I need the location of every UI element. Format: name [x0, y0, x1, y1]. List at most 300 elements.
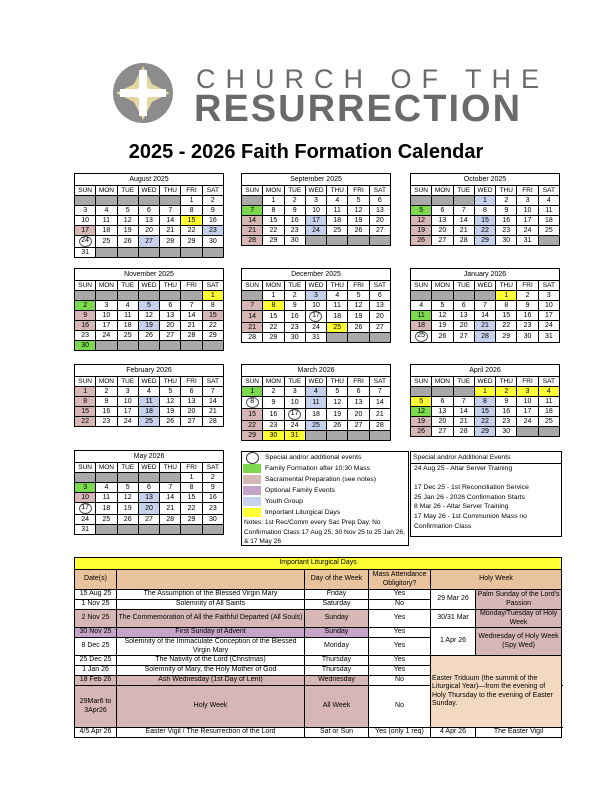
easter-triduum-note: Easter Triduum (the summit of the Liturgical Year)—from the evening of Holy Thursday to the evening of Easter Sunday.: [431, 656, 562, 728]
weekday-header: FRI: [181, 463, 202, 473]
month-calendar: [74, 268, 224, 351]
day-cell: 20: [160, 321, 181, 331]
day-cell: 4: [305, 387, 326, 397]
weekday-header: SAT: [538, 377, 559, 387]
weekday-header: WED: [138, 377, 159, 387]
day-cell: 30: [284, 333, 305, 343]
empty-day-cell: [117, 473, 138, 483]
month-calendar: [410, 268, 560, 343]
legend-label: Special and/or additional events: [265, 454, 362, 461]
empty-day-cell: [327, 236, 348, 246]
day-cell: 23: [96, 417, 117, 427]
weekday-header: TUE: [453, 377, 474, 387]
day-cell: 3: [305, 291, 326, 301]
day-cell: 4: [538, 196, 559, 206]
day-cell: 21: [160, 503, 181, 515]
holy-week-event: Monday/Tuesday of Holy Week: [476, 610, 562, 628]
liturgical-day: Thursday: [305, 656, 369, 666]
day-cell: 27: [369, 323, 390, 333]
empty-day-cell: [160, 341, 181, 351]
liturgical-date: 15 Aug 25: [75, 590, 117, 600]
day-cell: 15: [202, 311, 223, 321]
weekday-header: TUE: [117, 186, 138, 196]
day-cell: 4: [327, 196, 348, 206]
day-cell: 22: [242, 421, 263, 431]
day-cell: 7: [474, 301, 495, 311]
month-title: October 2025: [410, 173, 560, 185]
day-cell: 22: [75, 417, 96, 427]
special-event-circle: 24: [79, 236, 92, 247]
day-cell: 16: [263, 409, 284, 421]
empty-day-cell: [181, 248, 202, 258]
day-cell: 19: [160, 407, 181, 417]
empty-day-cell: [75, 196, 96, 206]
day-cell: 20: [453, 321, 474, 331]
day-cell: 31: [517, 236, 538, 246]
empty-day-cell: [138, 525, 159, 535]
day-cell: 20: [432, 226, 453, 236]
day-cell: 11: [411, 311, 432, 321]
day-cell: 16: [284, 216, 305, 226]
day-cell: 24: [517, 417, 538, 427]
weekday-header: FRI: [517, 186, 538, 196]
weekday-header: SAT: [202, 281, 223, 291]
day-cell: 30: [496, 236, 517, 246]
empty-day-cell: [117, 341, 138, 351]
day-cell: 25: [305, 421, 326, 431]
day-cell: 31: [75, 248, 96, 258]
day-cell: 3: [75, 483, 96, 493]
liturgical-name: Solemnity of the Immaculate Conception of the Blessed Virgin Mary: [117, 638, 305, 656]
month-title: May 2026: [74, 450, 224, 462]
day-cell: 23: [202, 226, 223, 236]
day-cell: 6: [369, 196, 390, 206]
liturgical-row: [75, 590, 562, 600]
day-cell: 21: [453, 417, 474, 427]
day-cell: 1: [496, 291, 517, 301]
header-obligation: Mass Attendance Obligitory?: [369, 570, 431, 590]
day-cell: 15: [474, 407, 495, 417]
day-cell: 22: [181, 503, 202, 515]
weekday-header: THU: [496, 281, 517, 291]
day-cell: 9: [284, 206, 305, 216]
day-cell: 16: [75, 321, 96, 331]
legend-swatch: [243, 486, 261, 495]
day-cell: 2: [96, 387, 117, 397]
weekday-header: THU: [160, 281, 181, 291]
day-cell: 12: [348, 301, 369, 311]
legend-label: Family Formation after 10:30 Mass: [265, 465, 371, 472]
liturgical-day: Sunday: [305, 628, 369, 638]
weekday-header: TUE: [117, 377, 138, 387]
weekday-header: SUN: [242, 377, 263, 387]
empty-day-cell: [202, 341, 223, 351]
day-cell: 12: [411, 216, 432, 226]
liturgical-name: Solemnity of All Saints: [117, 600, 305, 610]
day-cell: 14: [242, 216, 263, 226]
weekday-header: WED: [138, 281, 159, 291]
holy-week-date: 29 Mar 26: [431, 590, 476, 610]
month-title: September 2025: [241, 173, 391, 185]
weekday-header: THU: [496, 377, 517, 387]
liturgical-day: Thursday: [305, 666, 369, 676]
day-cell: 25: [96, 236, 117, 248]
church-logo: [112, 62, 550, 130]
weekday-header: TUE: [117, 463, 138, 473]
day-cell: 30: [517, 331, 538, 343]
day-cell: 18: [327, 216, 348, 226]
empty-day-cell: [202, 525, 223, 535]
empty-day-cell: [538, 236, 559, 246]
day-cell: 12: [432, 311, 453, 321]
day-cell: 9: [284, 301, 305, 311]
weekday-header: THU: [496, 186, 517, 196]
day-cell: 3: [305, 196, 326, 206]
empty-day-cell: [181, 341, 202, 351]
day-cell: 27: [138, 236, 159, 248]
empty-day-cell: [517, 427, 538, 437]
day-cell: 2: [496, 196, 517, 206]
day-cell: 10: [305, 301, 326, 311]
empty-day-cell: [160, 248, 181, 258]
liturgical-name: The Assumption of the Blessed Virgin Mary: [117, 590, 305, 600]
day-cell: 18: [96, 226, 117, 236]
day-cell: 29: [242, 431, 263, 441]
header-holy-week: Holy Week: [431, 570, 562, 590]
day-cell: 1: [263, 196, 284, 206]
day-cell: 20: [138, 503, 159, 515]
day-cell: 13: [138, 216, 159, 226]
liturgical-obligation: No: [369, 600, 431, 610]
empty-day-cell: [242, 291, 263, 301]
day-cell: 3: [517, 196, 538, 206]
day-cell: 9: [75, 311, 96, 321]
day-cell: 14: [160, 216, 181, 226]
day-cell: 19: [432, 321, 453, 331]
day-cell: 15: [242, 409, 263, 421]
day-cell: 2: [263, 387, 284, 397]
day-cell: 30: [284, 236, 305, 246]
day-cell: 27: [432, 427, 453, 437]
month-calendar: [410, 364, 560, 437]
day-cell: 9: [263, 397, 284, 409]
day-cell: 2: [517, 291, 538, 301]
day-cell: [284, 409, 305, 421]
day-cell: 16: [96, 407, 117, 417]
day-cell: 23: [202, 503, 223, 515]
day-cell: 6: [348, 387, 369, 397]
day-cell: 7: [202, 387, 223, 397]
day-cell: 23: [284, 323, 305, 333]
weekday-header: MON: [263, 186, 284, 196]
day-cell: 11: [538, 397, 559, 407]
day-cell: 28: [181, 331, 202, 341]
day-cell: 25: [138, 417, 159, 427]
holy-week-event: The Easter Vigil: [476, 728, 562, 738]
day-cell: 1: [75, 387, 96, 397]
empty-day-cell: [348, 431, 369, 441]
day-cell: 14: [242, 311, 263, 323]
day-cell: 24: [517, 226, 538, 236]
day-cell: 2: [284, 291, 305, 301]
day-cell: 13: [160, 311, 181, 321]
month-calendar: [74, 173, 224, 258]
day-cell: 26: [117, 515, 138, 525]
day-cell: 6: [432, 206, 453, 216]
day-cell: 8: [181, 206, 202, 216]
liturgical-obligation: No: [369, 686, 431, 728]
day-cell: 5: [117, 206, 138, 216]
day-cell: 7: [453, 397, 474, 407]
day-cell: 8: [474, 206, 495, 216]
day-cell: 10: [517, 206, 538, 216]
day-cell: 2: [202, 473, 223, 483]
day-cell: 24: [75, 515, 96, 525]
day-cell: 9: [202, 483, 223, 493]
liturgical-day: Sunday: [305, 610, 369, 628]
day-cell: 23: [517, 321, 538, 331]
day-cell: 17: [517, 407, 538, 417]
day-cell: 13: [369, 206, 390, 216]
holy-week-event: Wednesday of Holy Week (Spy Wed): [476, 628, 562, 656]
day-cell: 31: [284, 431, 305, 441]
day-cell: 1: [181, 196, 202, 206]
day-cell: 5: [411, 397, 432, 407]
month-title: January 2026: [410, 268, 560, 280]
liturgical-date: 25 Dec 25: [75, 656, 117, 666]
day-cell: 9: [517, 301, 538, 311]
special-event-line: 17 Dec 25 - 1st Reconciliation Service: [414, 484, 529, 492]
day-cell: 15: [181, 493, 202, 503]
day-cell: 12: [411, 407, 432, 417]
day-cell: 19: [117, 226, 138, 236]
liturgical-day: Friday: [305, 590, 369, 600]
day-cell: 9: [202, 206, 223, 216]
liturgical-name: First Sunday of Advent: [117, 628, 305, 638]
day-cell: 1: [181, 473, 202, 483]
liturgical-name: Easter Vigil / The Resurrection of the Lord: [117, 728, 305, 738]
day-cell: 28: [242, 333, 263, 343]
day-cell: 21: [242, 323, 263, 333]
day-cell: 4: [117, 301, 138, 311]
weekday-header: SUN: [75, 463, 96, 473]
day-cell: 22: [263, 323, 284, 333]
day-cell: 16: [496, 407, 517, 417]
day-cell: 12: [348, 206, 369, 216]
weekday-header: THU: [327, 186, 348, 196]
day-cell: 13: [453, 311, 474, 321]
day-cell: 14: [160, 493, 181, 503]
special-event-circle: 17: [288, 409, 301, 420]
org-name-line2: RESURRECTION: [194, 88, 523, 130]
day-cell: 5: [348, 291, 369, 301]
empty-day-cell: [453, 387, 474, 397]
day-cell: 20: [138, 226, 159, 236]
month-title: August 2025: [74, 173, 224, 185]
day-cell: 29: [181, 236, 202, 248]
day-cell: 7: [181, 301, 202, 311]
day-cell: 18: [538, 216, 559, 226]
day-cell: 21: [369, 409, 390, 421]
day-cell: 11: [538, 206, 559, 216]
day-cell: 11: [117, 311, 138, 321]
day-cell: 15: [474, 216, 495, 226]
special-events-box: [410, 451, 562, 537]
day-cell: 5: [432, 301, 453, 311]
day-cell: 13: [348, 397, 369, 409]
day-cell: 20: [348, 409, 369, 421]
empty-day-cell: [538, 427, 559, 437]
day-cell: 10: [284, 397, 305, 409]
empty-day-cell: [432, 291, 453, 301]
liturgical-day: Monday: [305, 638, 369, 656]
weekday-header: WED: [305, 281, 326, 291]
day-cell: 9: [496, 397, 517, 407]
day-cell: 15: [181, 216, 202, 226]
day-cell: 8: [181, 483, 202, 493]
day-cell: [75, 503, 96, 515]
day-cell: 1: [474, 196, 495, 206]
day-cell: 14: [474, 311, 495, 321]
day-cell: 7: [369, 387, 390, 397]
empty-day-cell: [160, 525, 181, 535]
day-cell: 18: [305, 409, 326, 421]
day-cell: 19: [411, 226, 432, 236]
day-cell: 7: [160, 483, 181, 493]
empty-day-cell: [117, 525, 138, 535]
day-cell: 24: [117, 417, 138, 427]
weekday-header: WED: [138, 463, 159, 473]
legend-notes: Notes: 1st Rec/Comm every Sac Prep Day. No Confirmation Class 17 Aug 25, 30 Nov 25 to 25 Jan 26, & 17 May 26: [244, 519, 405, 545]
legend-item: [242, 452, 408, 463]
day-cell: 19: [411, 417, 432, 427]
day-cell: 30: [202, 515, 223, 525]
weekday-header: MON: [96, 377, 117, 387]
day-cell: 10: [117, 397, 138, 407]
weekday-header: THU: [160, 377, 181, 387]
day-cell: 30: [202, 236, 223, 248]
weekday-header: SAT: [202, 377, 223, 387]
day-cell: 22: [474, 226, 495, 236]
day-cell: 4: [411, 301, 432, 311]
legend-label: Optional Family Events: [265, 487, 335, 494]
day-cell: 6: [432, 397, 453, 407]
weekday-header: MON: [96, 463, 117, 473]
month-calendar: [74, 364, 224, 427]
empty-day-cell: [348, 236, 369, 246]
day-cell: 13: [432, 407, 453, 417]
day-cell: 7: [242, 206, 263, 216]
weekday-header: SUN: [242, 186, 263, 196]
empty-day-cell: [305, 431, 326, 441]
day-cell: 21: [474, 321, 495, 331]
day-cell: 28: [160, 236, 181, 248]
legend-label: Important Liturgical Days: [265, 509, 341, 516]
day-cell: 24: [305, 226, 326, 236]
legend-item: [242, 485, 408, 496]
legend-item: [242, 507, 408, 518]
legend-label: Sacramental Preparation (see notes): [265, 476, 377, 483]
day-cell: 26: [348, 226, 369, 236]
day-cell: 23: [496, 417, 517, 427]
day-cell: 19: [117, 503, 138, 515]
special-event-circle: 17: [309, 311, 322, 322]
empty-day-cell: [96, 473, 117, 483]
weekday-header: MON: [432, 377, 453, 387]
page-title: 2025 - 2026 Faith Formation Calendar: [128, 141, 484, 163]
day-cell: 19: [327, 409, 348, 421]
weekday-header: SAT: [369, 186, 390, 196]
day-cell: 26: [327, 421, 348, 431]
special-events-heading: Special and/or Additional Events: [411, 452, 561, 464]
day-cell: 23: [284, 226, 305, 236]
holy-week-date: 4 Apr 26: [431, 728, 476, 738]
day-cell: 23: [75, 331, 96, 341]
day-cell: 30: [496, 427, 517, 437]
weekday-header: SUN: [75, 281, 96, 291]
day-cell: 20: [369, 311, 390, 323]
day-cell: 5: [138, 301, 159, 311]
day-cell: 12: [160, 397, 181, 407]
day-cell: 29: [202, 331, 223, 341]
empty-day-cell: [181, 525, 202, 535]
liturgical-date: 18 Feb 26: [75, 676, 117, 686]
empty-day-cell: [96, 341, 117, 351]
day-cell: 15: [263, 311, 284, 323]
day-cell: 12: [117, 493, 138, 503]
weekday-header: SUN: [75, 186, 96, 196]
empty-day-cell: [348, 333, 369, 343]
weekday-header: TUE: [284, 186, 305, 196]
liturgical-days-table: [74, 557, 562, 738]
weekday-header: WED: [474, 377, 495, 387]
day-cell: 13: [369, 301, 390, 311]
day-cell: 28: [453, 236, 474, 246]
empty-day-cell: [369, 333, 390, 343]
empty-day-cell: [411, 196, 432, 206]
weekday-header: WED: [305, 186, 326, 196]
day-cell: 8: [202, 301, 223, 311]
day-cell: 18: [327, 311, 348, 323]
day-cell: 26: [117, 236, 138, 248]
day-cell: 2: [496, 387, 517, 397]
day-cell: 27: [369, 226, 390, 236]
day-cell: 14: [181, 311, 202, 321]
legend-label: Youth Group: [265, 498, 303, 505]
weekday-header: THU: [327, 281, 348, 291]
day-cell: 5: [160, 387, 181, 397]
day-cell: 25: [538, 226, 559, 236]
day-cell: 11: [96, 216, 117, 226]
empty-day-cell: [305, 236, 326, 246]
day-cell: 20: [432, 417, 453, 427]
weekday-header: FRI: [517, 377, 538, 387]
day-cell: 3: [538, 291, 559, 301]
day-cell: 5: [411, 206, 432, 216]
day-cell: 22: [202, 321, 223, 331]
day-cell: 6: [181, 387, 202, 397]
day-cell: 1: [263, 291, 284, 301]
month-title: April 2026: [410, 364, 560, 376]
day-cell: 16: [202, 216, 223, 226]
day-cell: 27: [348, 421, 369, 431]
weekday-header: SUN: [411, 186, 432, 196]
day-cell: 9: [496, 206, 517, 216]
holy-week-date: 30/31 Mar: [431, 610, 476, 628]
day-cell: 29: [474, 236, 495, 246]
day-cell: 2: [75, 301, 96, 311]
day-cell: 5: [117, 483, 138, 493]
